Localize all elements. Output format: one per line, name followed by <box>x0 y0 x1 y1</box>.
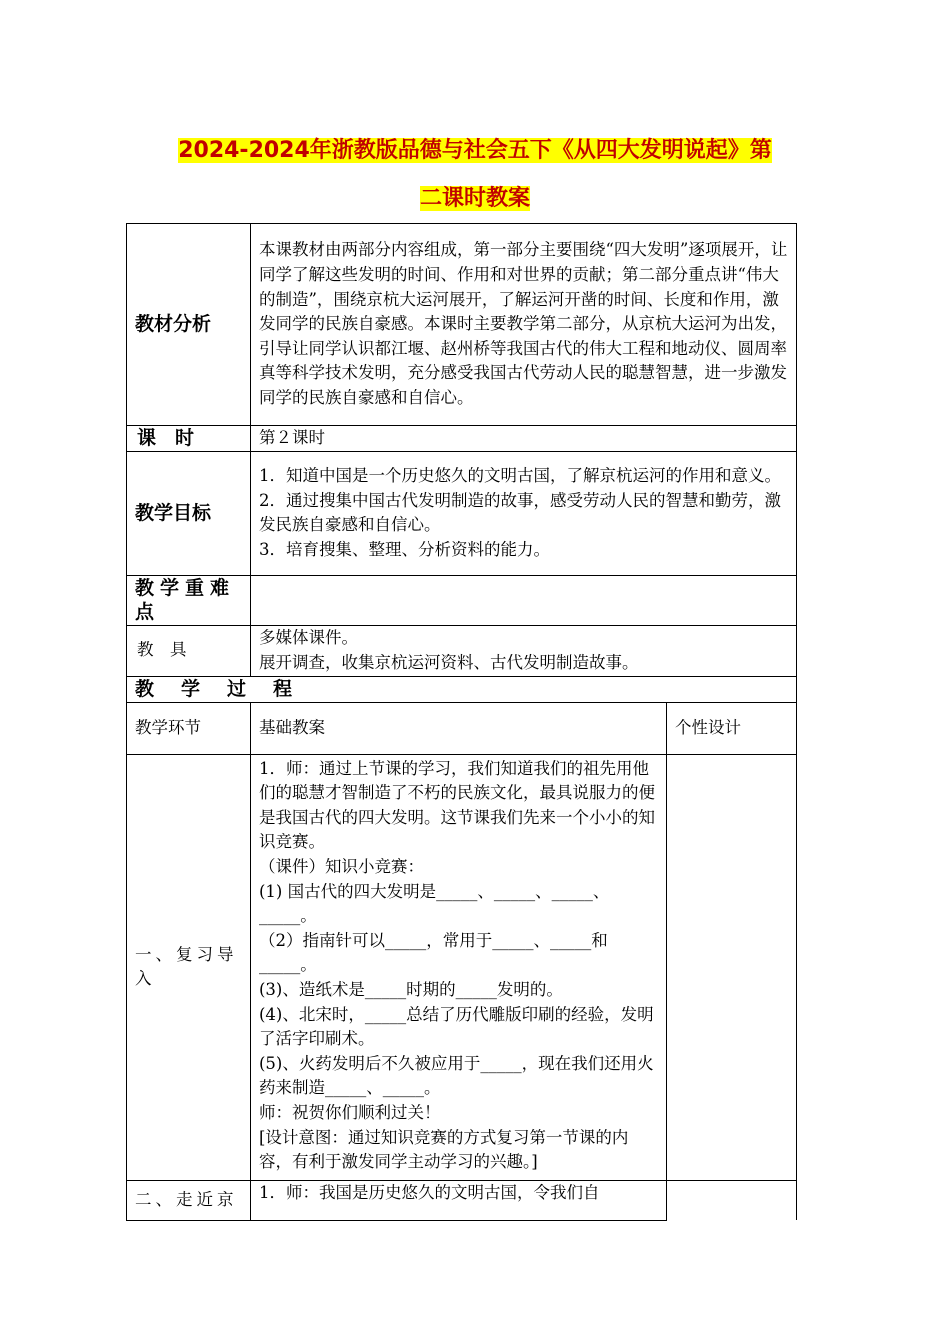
stage1-line: (5)、火药发明后不久被应用于_____，现在我们还用火药来制造_____、_____。 <box>259 1053 654 1098</box>
row-stage1 <box>127 754 797 1180</box>
label-process: 教 学 过 程 <box>127 676 797 702</box>
label-analysis: 教材分析 <box>127 224 251 426</box>
goal-item: 3．培育搜集、整理、分析资料的能力。 <box>259 539 550 559</box>
row-stage2 <box>127 1180 797 1220</box>
goal-item: 1．知道中国是一个历史悠久的文明古国，了解京杭运河的作用和意义。 <box>259 465 781 485</box>
tools-cell <box>251 625 797 676</box>
row-period <box>127 426 797 452</box>
stage1-line: 1．师：通过上节课的学习，我们知道我们的祖先用他们的聪慧才智制造了不朽的民族文化，最具说服力的便是我国古代的四大发明。这节课我们先来一个小小的知识竞赛。 <box>259 758 655 852</box>
row-headers <box>127 702 797 754</box>
row-tools <box>127 625 797 676</box>
label-stage1: 一、复习导入 <box>127 754 251 1180</box>
row-keypoints <box>127 575 797 625</box>
stage2-personal <box>667 1180 797 1220</box>
header-basic: 基础教案 <box>251 702 667 754</box>
row-process <box>127 676 797 702</box>
label-goals: 教学目标 <box>127 451 251 575</box>
stage1-personal <box>667 754 797 1180</box>
label-keypoints: 教学重难点 <box>127 575 251 625</box>
stage1-line: (4)、北宋时，_____总结了历代雕版印刷的经验，发明了活字印刷术。 <box>259 1004 654 1049</box>
row-goals <box>127 451 797 575</box>
label-tools: 教 具 <box>127 625 251 676</box>
tools-item: 展开调查，收集京杭运河资料、古代发明制造故事。 <box>259 652 639 672</box>
stage1-line: (1) 国古代的四大发明是_____、_____、_____、_____。 <box>259 881 610 926</box>
stage1-content <box>251 754 667 1180</box>
stage1-line: [设计意图：通过知识竞赛的方式复习第一节课的内容，有利于激发同学主动学习的兴趣。] <box>259 1127 629 1172</box>
stage1-line: （课件）知识小竞赛： <box>259 856 424 876</box>
row-analysis <box>127 224 797 426</box>
stage1-line: （2）指南针可以_____，常用于_____、_____和_____。 <box>259 930 608 975</box>
analysis-text: 本课教材由两部分内容组成，第一部分主要围绕“四大发明”逐项展开，让同学了解这些发明的时间、作用和对世界的贡献；第二部分重点讲“伟大的制造”，围绕京杭大运河展开，了解运河开凿的时间、长度和作用，激发同学的民族自豪感。本课时主要教学第二部分，从京杭大运河为出发，引导让同学认识都江堰、赵州桥等我国古代的伟大工程和地动仪、圆周率真等科学技术发明，充分感受我国古代劳动人民的聪慧智慧，进一步激发同学的民族自豪感和自信心。 <box>251 224 797 426</box>
goal-item: 2．通过搜集中国古代发明制造的故事，感受劳动人民的智慧和勤劳，激发民族自豪感和自信心。 <box>259 490 781 535</box>
tools-item: 多媒体课件。 <box>259 628 358 647</box>
label-period: 课 时 <box>127 426 251 452</box>
label-stage2: 二、走近京 <box>127 1180 251 1220</box>
header-stage: 教学环节 <box>127 702 251 754</box>
stage2-content: 1．师：我国是历史悠久的文明古国，令我们自 <box>251 1180 667 1220</box>
document-title-line2: 二课时教案 <box>419 186 530 211</box>
document-title-line1: 2024-2024年浙教版品德与社会五下《从四大发明说起》第 <box>178 138 772 163</box>
stage1-line: 师：祝贺你们顺利过关！ <box>259 1102 441 1122</box>
stage1-line: (3)、造纸术是_____时期的_____发明的。 <box>259 979 563 999</box>
keypoints-text <box>251 575 797 625</box>
header-personal: 个性设计 <box>667 702 797 754</box>
period-text: 第２课时 <box>251 426 797 452</box>
lesson-plan-table <box>126 223 797 1221</box>
goals-cell <box>251 451 797 575</box>
